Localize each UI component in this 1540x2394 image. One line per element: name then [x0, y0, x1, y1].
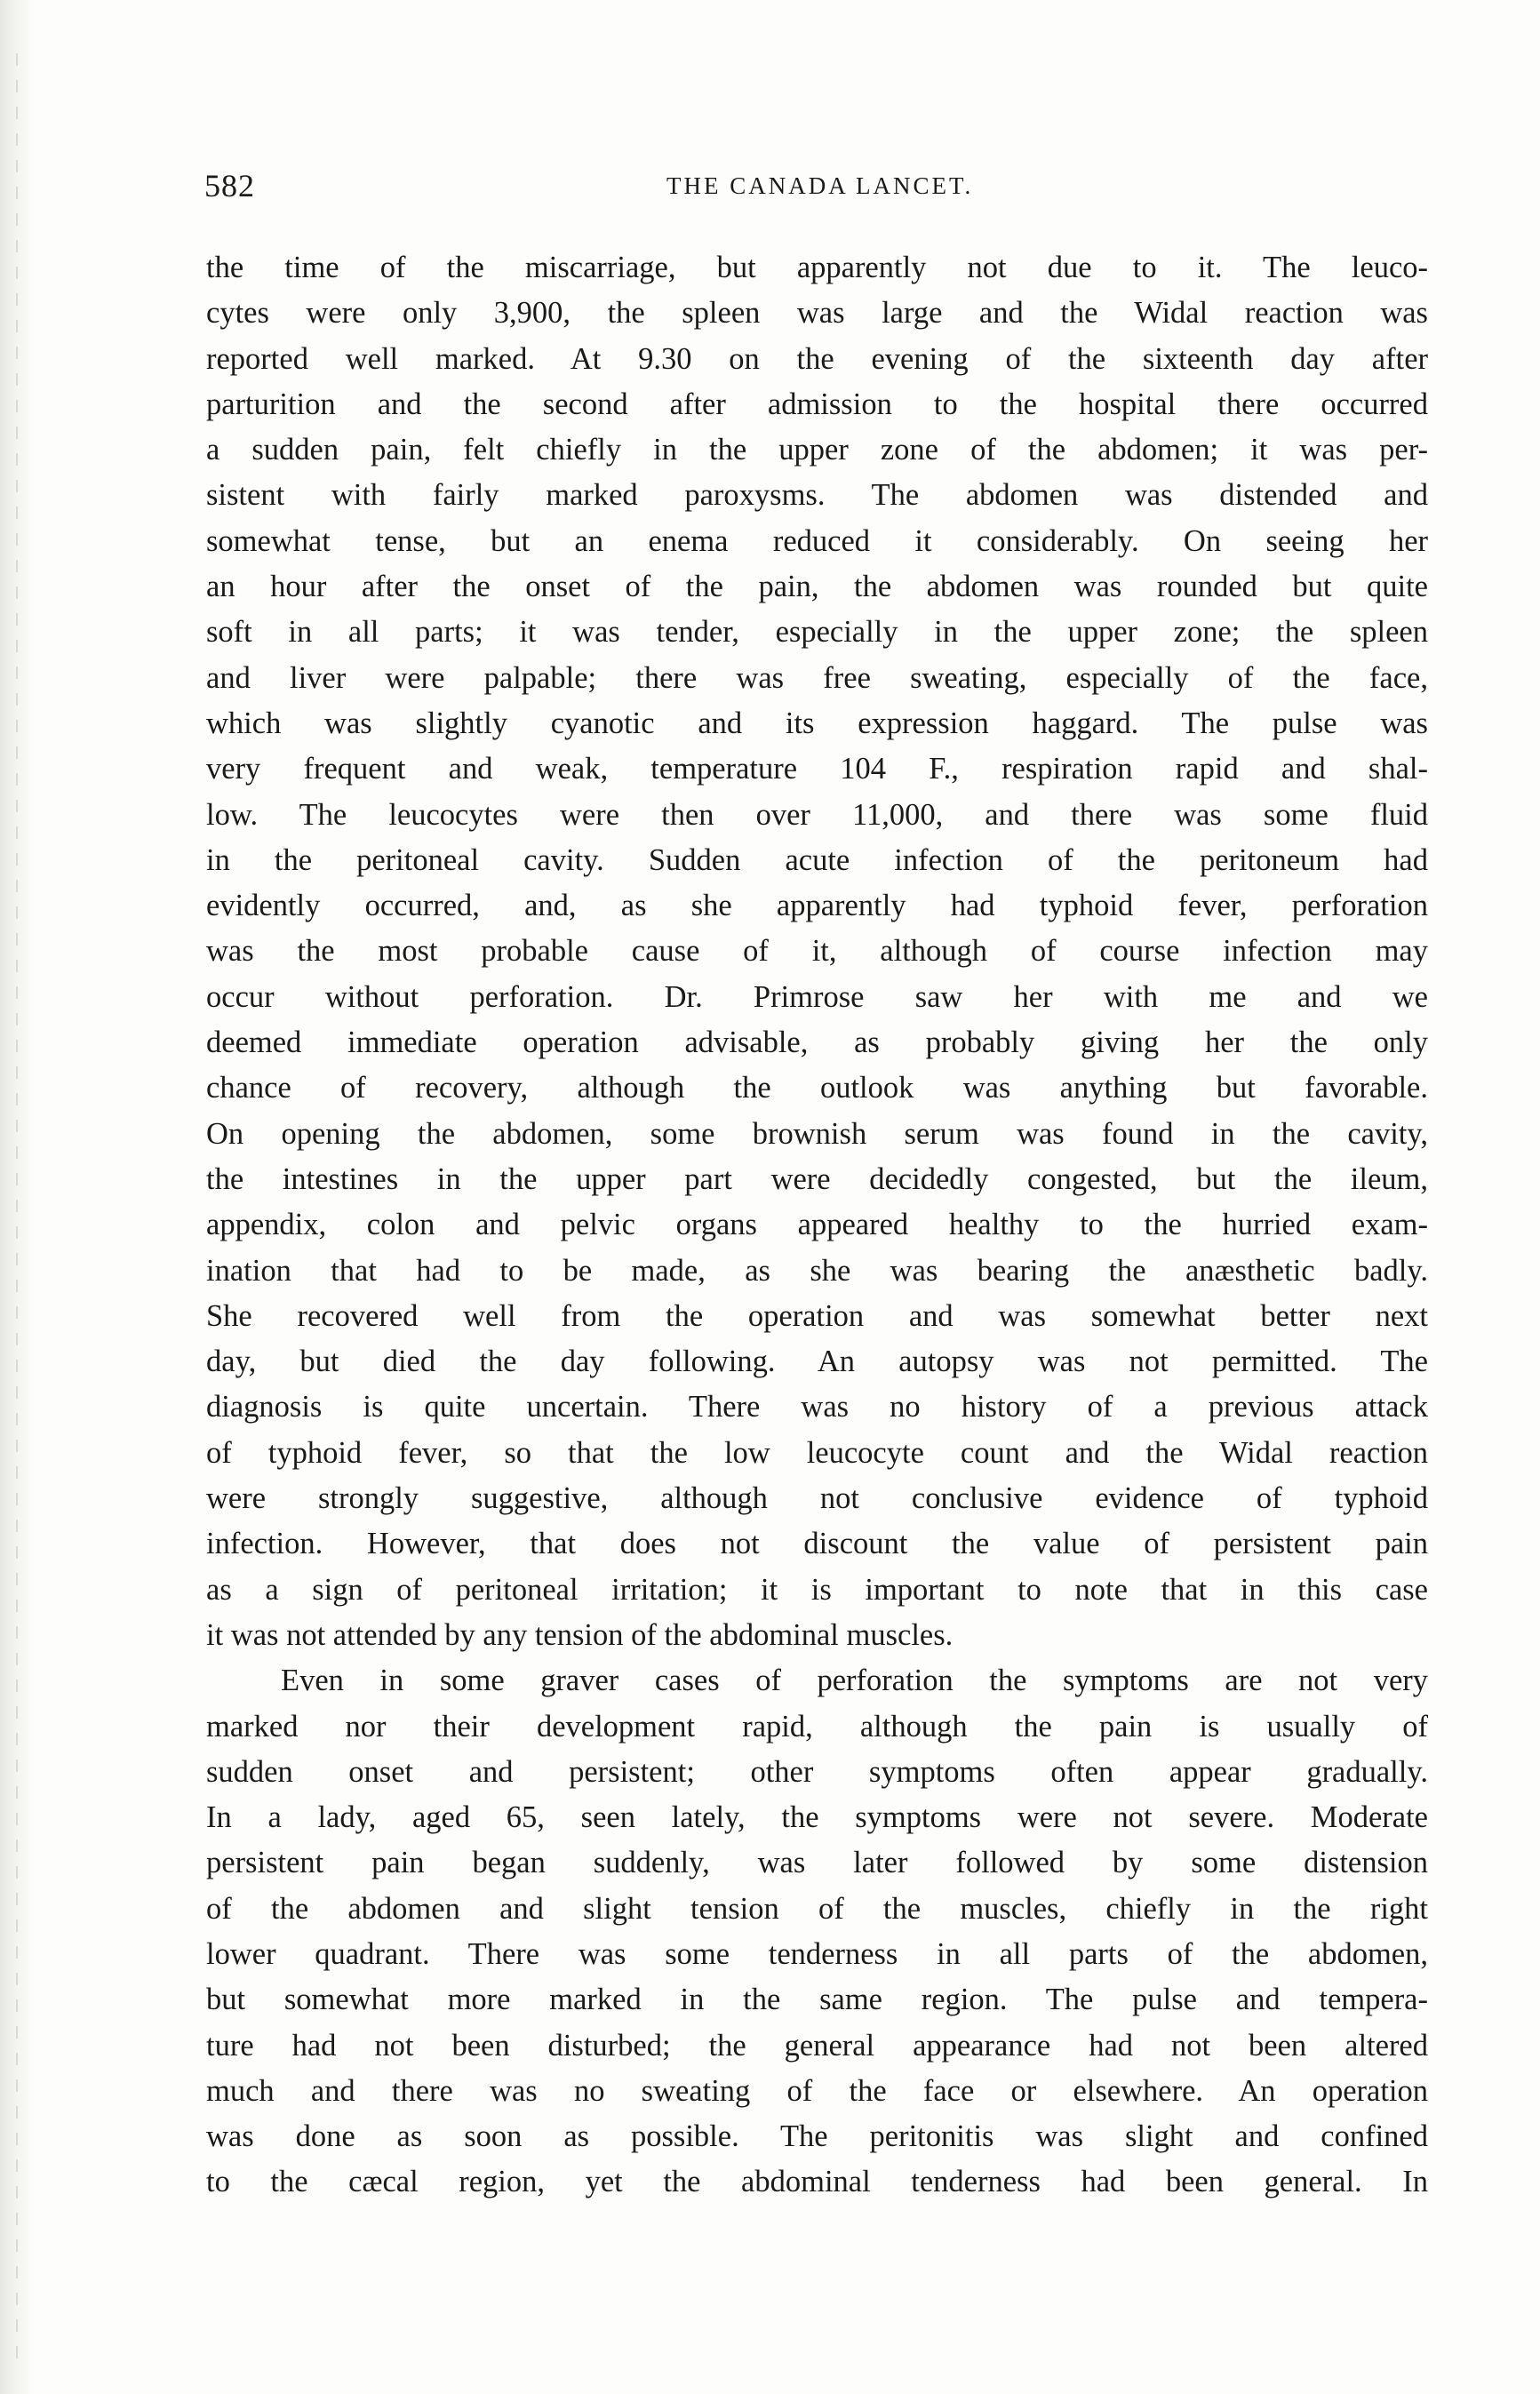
binding-stitch-marks	[16, 53, 18, 2364]
text-line: marked nor their development rapid, although the pain is usually of	[206, 1709, 1428, 1744]
text-line: as a sign of peritoneal irritation; it is important to note that in this case	[206, 1572, 1428, 1607]
text-line: the intestines in the upper part were decidedly congested, but the ileum,	[206, 1161, 1428, 1196]
paragraph-last-line: it was not attended by any tension of the abdominal muscles.	[206, 1617, 954, 1652]
text-line: reported well marked. At 9.30 on the evening of the sixteenth day after	[206, 341, 1428, 376]
text-line: low. The leucocytes were then over 11,000, and there was some fluid	[206, 797, 1428, 832]
text-line: much and there was no sweating of the face or elsewhere. An operation	[206, 2073, 1428, 2108]
text-line: were strongly suggestive, although not conclusive evidence of typhoid	[206, 1481, 1428, 1516]
text-line: sistent with fairly marked paroxysms. The abdomen was distended and	[206, 478, 1428, 513]
page-number: 582	[204, 168, 255, 203]
text-line: ture had not been disturbed; the general appearance had not been altered	[206, 2028, 1428, 2063]
text-line: which was slightly cyanotic and its expression haggard. The pulse was	[206, 706, 1428, 740]
text-line: and liver were palpable; there was free sweating, especially of the face,	[206, 660, 1428, 695]
text-line: chance of recovery, although the outlook was anything but favorable.	[206, 1071, 1428, 1105]
text-line: was the most probable cause of it, although of course infection may	[206, 934, 1428, 969]
text-line: of typhoid fever, so that the low leucocyte count and the Widal reaction	[206, 1435, 1428, 1470]
text-line: an hour after the onset of the pain, the abdomen was rounded but quite	[206, 570, 1428, 604]
text-line: She recovered well from the operation and was somewhat better next	[206, 1298, 1428, 1333]
text-line: sudden onset and persistent; other symptoms often appear gradually.	[206, 1754, 1428, 1789]
text-line: infection. However, that does not discount the value of persistent pain	[206, 1527, 1428, 1561]
page-binding-edge	[0, 0, 36, 2394]
text-line: parturition and the second after admission to the hospital there occurred	[206, 387, 1428, 421]
text-line: In a lady, aged 65, seen lately, the symptoms were not severe. Moderate	[206, 1800, 1428, 1835]
text-line: of the abdomen and slight tension of the muscles, chiefly in the right	[206, 1891, 1428, 1926]
text-line: but somewhat more marked in the same region. The pulse and tempera-	[206, 1983, 1428, 2017]
text-line: the time of the miscarriage, but apparently not due to it. The leuco-	[206, 251, 1428, 284]
page-header	[204, 167, 1431, 211]
text-line: soft in all parts; it was tender, especially in the upper zone; the spleen	[206, 615, 1428, 650]
text-line: appendix, colon and pelvic organs appeared healthy to the hurried exam-	[206, 1208, 1428, 1242]
text-line: very frequent and weak, temperature 104 F., respiration rapid and shal-	[206, 752, 1428, 786]
text-line: lower quadrant. There was some tenderness in all parts of the abdomen,	[206, 1936, 1428, 1971]
text-line: On opening the abdomen, some brownish serum was found in the cavity,	[206, 1116, 1428, 1151]
text-line: somewhat tense, but an enema reduced it considerably. On seeing her	[206, 523, 1428, 558]
text-line: persistent pain began suddenly, was later followed by some distension	[206, 1846, 1428, 1880]
text-line: cytes were only 3,900, the spleen was large and the Widal reaction was	[206, 296, 1428, 331]
text-line: deemed immediate operation advisable, as probably giving her the only	[206, 1025, 1428, 1060]
text-line: in the peritoneal cavity. Sudden acute infection of the peritoneum had	[206, 842, 1428, 877]
text-line: evidently occurred, and, as she apparently had typhoid fever, perforation	[206, 889, 1428, 923]
paragraph-first-line: Even in some graver cases of perforation the symptoms are not very	[281, 1664, 1428, 1698]
text-line: ination that had to be made, as she was bearing the anæsthetic badly.	[206, 1253, 1428, 1288]
text-line: day, but died the day following. An autopsy was not permitted. The	[206, 1345, 1428, 1379]
article-body	[206, 245, 1428, 2206]
text-line: diagnosis is quite uncertain. There was no history of a previous attack	[206, 1390, 1428, 1424]
text-line: to the cæcal region, yet the abdominal tenderness had been general. In	[206, 2165, 1428, 2199]
text-line: was done as soon as possible. The peritonitis was slight and confined	[206, 2119, 1428, 2154]
running-title: THE CANADA LANCET.	[666, 172, 974, 199]
text-line: occur without perforation. Dr. Primrose saw her with me and we	[206, 979, 1428, 1014]
text-line: a sudden pain, felt chiefly in the upper zone of the abdomen; it was per-	[206, 433, 1428, 467]
